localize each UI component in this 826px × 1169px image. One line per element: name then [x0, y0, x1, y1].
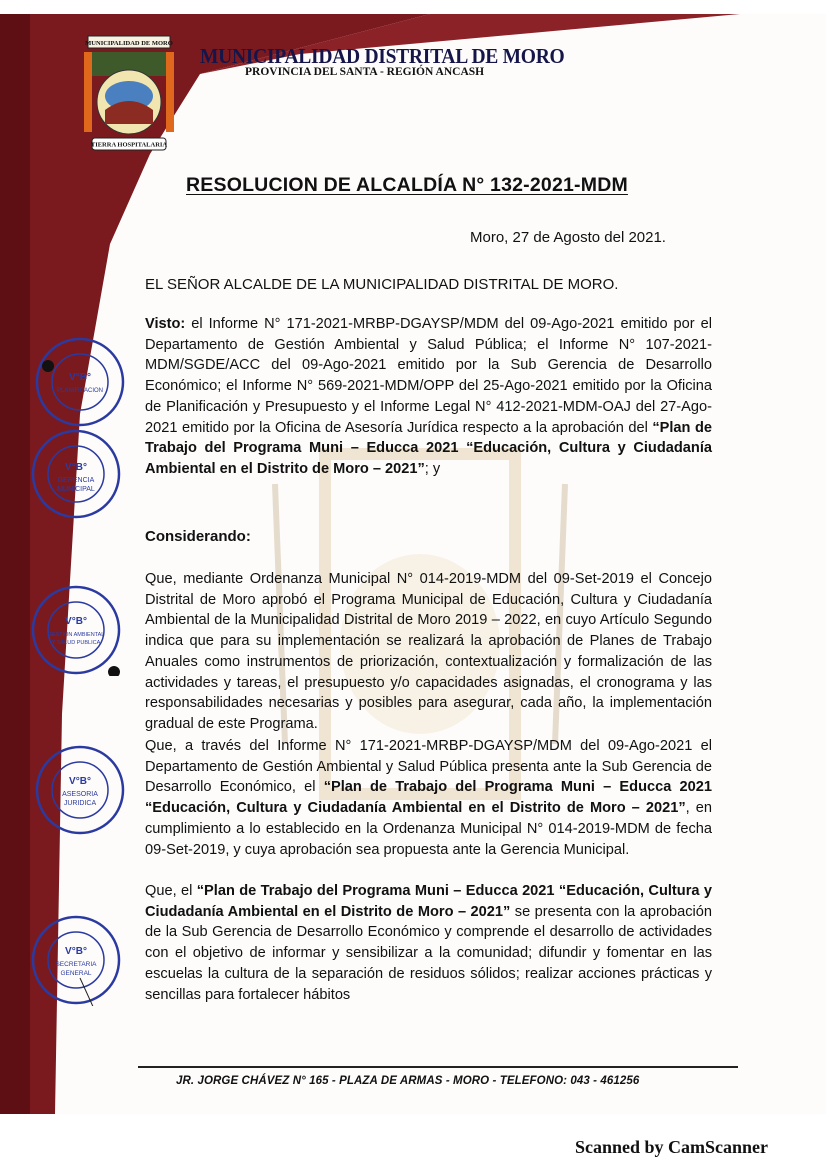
- que2-text: Que, a través del Informe N° 171-2021-MRBP-DGAYSP/MDM del 09-Ago-2021 el Departamento de Gestión Ambiental y Salud Pública presenta ante la Sub Gerencia de Desarrollo Económico, el: [145, 738, 712, 796]
- organization-subtitle: PROVINCIA DEL SANTA - REGIÓN ANCASH: [245, 66, 485, 78]
- plan-title: “Plan de Trabajo del Programa Muni – Educca 2021 “Educación, Cultura y Ciudadanía Ambiental en el Distrito de Moro – 2021”: [145, 779, 712, 817]
- footer-address: JR. JORGE CHÁVEZ N° 165 - PLAZA DE ARMAS - MORO - TELEFONO: 043 - 461256: [176, 1075, 640, 1087]
- svg-text:ASESORIA: ASESORIA: [62, 791, 98, 798]
- considerando-heading: Considerando:: [145, 528, 251, 545]
- que2-text-end: , en cumplimiento a lo establecido en la Ordenanza Municipal N° 014-2019-MDM de fecha 09-Set-2019, y cuya aprobación sea propuesta ante la Gerencia Municipal.: [145, 800, 712, 858]
- crest-banner-text: MUNICIPALIDAD DE MORO: [85, 40, 173, 47]
- municipal-crest-logo: [70, 34, 188, 154]
- svg-text:PLANIFICACION: PLANIFICACION: [56, 388, 104, 394]
- approval-stamp-gestion-ambiental: [30, 584, 122, 676]
- approval-stamp-secretaria-general: [30, 914, 122, 1006]
- document-date: Moro, 27 de Agosto del 2021.: [470, 229, 666, 246]
- document-page: [0, 14, 826, 1114]
- visto-text: el Informe N° 171-2021-MRBP-DGAYSP/MDM del 09-Ago-2021 emitido por el Departamento de Gestión Ambiental y Salud Pública; el Informe N° 107-2021-MDM/SGDE/ACC del 09-Ago-2021 emitido por la Sub Gerencia de Desarrollo Económico; el Informe N° 569-2021-MDM/OPP del 25-Ago-2021 emitido por la Oficina de Planificación y Presupuesto y el Informe Legal N° 412-2021-MDM-OAJ del 27-Ago-2021 emitido por la Oficina de Asesoría Jurídica respecto a la aprobación del: [145, 316, 712, 436]
- svg-text:V°B°: V°B°: [65, 462, 87, 473]
- que-paragraph-3: [145, 881, 712, 1005]
- svg-text:GERENCIA: GERENCIA: [57, 477, 95, 484]
- resolution-title: RESOLUCION DE ALCALDÍA N° 132-2021-MDM: [186, 174, 628, 196]
- approval-stamp-gerencia: [30, 428, 122, 520]
- svg-text:MUNICIPAL: MUNICIPAL: [57, 486, 95, 493]
- que3-text: Que, el: [145, 883, 197, 899]
- footer-divider: [138, 1066, 738, 1068]
- que-paragraph-2: [145, 736, 712, 860]
- svg-text:V°B°: V°B°: [65, 616, 87, 627]
- que3-text-end: se presenta con la aprobación de la Sub Gerencia de Desarrollo Económico y comprende el desarrollo de actividades con el objetivo de informar y sensibilizar a la comunidad; difundir y fomentar en las escuelas la cultura de la separación de residuos sólidos; realizar acciones prácticas y sencillas para fortalecer hábitos: [145, 903, 712, 1003]
- plan-title: “Plan de Trabajo del Programa Muni – Educca 2021 “Educación, Cultura y Ciudadanía Ambiental en el Distrito de Moro – 2021”: [145, 883, 712, 920]
- addressee: EL SEÑOR ALCALDE DE LA MUNICIPALIDAD DISTRITAL DE MORO.: [145, 276, 619, 293]
- plan-title: “Plan de Trabajo del Programa Muni – Educca 2021 “Educación, Cultura y Ciudadanía Ambiental en el Distrito de Moro – 2021”: [145, 419, 712, 477]
- svg-text:JURIDICA: JURIDICA: [63, 800, 97, 807]
- visto-text-end: ; y: [424, 460, 441, 477]
- crest-motto-text: TIERRA HOSPITALARIA: [90, 141, 168, 149]
- svg-text:Y SALUD PUBLICA: Y SALUD PUBLICA: [51, 640, 101, 646]
- approval-stamp-asesoria-juridica: [34, 744, 126, 836]
- svg-text:GESTION AMBIENTAL: GESTION AMBIENTAL: [47, 632, 105, 638]
- que-paragraph-1: Que, mediante Ordenanza Municipal N° 014-2019-MDM del 09-Set-2019 el Concejo Distrital de Moro aprobó el Programa Municipal de Educación, Cultura y Ciudadanía Ambiental de la Municipalidad Distrital de Moro 2019 – 2022, en cuyo Artículo Segundo indica que para su implementación se realizará la aprobación de Planes de Trabajo Anuales como instrumentos de priorización, contextualización y formalización de las actividades y tareas, el presupuesto y/o capacidades asignadas, el cronograma y las responsabilidades necesarias y posibles para asegurar, cada año, la implementación gradual de este Programa.: [145, 571, 712, 732]
- approval-stamp-planificacion: [34, 336, 126, 428]
- visto-paragraph: [145, 314, 712, 480]
- organization-name: MUNICIPALIDAD DISTRITAL DE MORO: [200, 44, 565, 68]
- svg-text:V°B°: V°B°: [69, 372, 91, 383]
- svg-text:GENERAL: GENERAL: [60, 970, 92, 977]
- camscanner-watermark: Scanned by CamScanner: [575, 1137, 769, 1157]
- visto-label: Visto:: [145, 316, 186, 332]
- svg-text:V°B°: V°B°: [69, 776, 91, 787]
- svg-text:SECRETARIA: SECRETARIA: [55, 961, 97, 968]
- svg-text:V°B°: V°B°: [65, 946, 87, 957]
